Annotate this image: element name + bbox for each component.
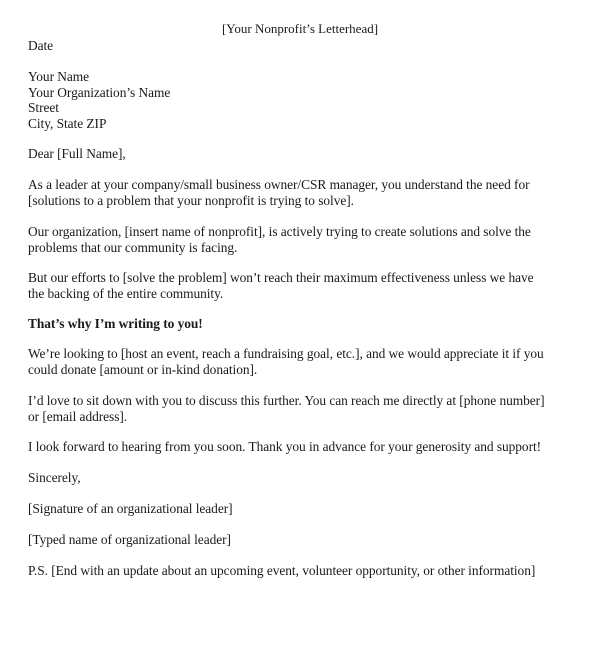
paragraph-6-line-1: I’d love to sit down with you to discuss this further. You can reach me directly at [phone number] (28, 393, 545, 408)
closing: Sincerely, (28, 470, 81, 485)
paragraph-1-line-2: [solutions to a problem that your nonprofit is trying to solve]. (28, 192, 354, 208)
paragraph-2 (28, 224, 576, 255)
date: Date (28, 38, 54, 53)
paragraph-3-line-2: the backing of the entire community. (28, 285, 224, 301)
paragraph-4-emphasis: That’s why I’m writing to you! (28, 316, 203, 331)
postscript: P.S. [End with an update about an upcoming event, volunteer opportunity, or other information] (28, 563, 536, 578)
sender-organization: Your Organization’s Name (28, 84, 171, 100)
sender-address (28, 69, 576, 131)
typed-name-placeholder: [Typed name of organizational leader] (28, 532, 231, 547)
paragraph-1 (28, 177, 576, 208)
sender-street: Street (28, 100, 59, 115)
salutation: Dear [Full Name], (28, 146, 126, 161)
sender-city-state-zip: City, State ZIP (28, 115, 107, 131)
paragraph-7: I look forward to hearing from you soon. Thank you in advance for your generosity and support! (28, 439, 542, 454)
paragraph-1-line-1: As a leader at your company/small business owner/CSR manager, you understand the need for (28, 177, 530, 192)
paragraph-3-line-1: But our efforts to [solve the problem] won’t reach their maximum effectiveness unless we have (28, 270, 534, 285)
paragraph-5-line-2: could donate [amount or in-kind donation]. (28, 361, 258, 377)
paragraph-6 (28, 393, 576, 424)
sender-name: Your Name (28, 69, 90, 84)
paragraph-2-line-1: Our organization, [insert name of nonprofit], is actively trying to create solutions and solve the (28, 224, 531, 239)
paragraph-5-line-1: We’re looking to [host an event, reach a fundraising goal, etc.], and we would appreciate it if you (28, 346, 544, 361)
paragraph-2-line-2: problems that our community is facing. (28, 239, 238, 255)
paragraph-5 (28, 346, 576, 377)
paragraph-3 (28, 270, 576, 301)
paragraph-6-line-2: or [email address]. (28, 408, 128, 424)
signature-placeholder: [Signature of an organizational leader] (28, 501, 233, 516)
letterhead: [Your Nonprofit’s Letterhead] (221, 21, 379, 36)
